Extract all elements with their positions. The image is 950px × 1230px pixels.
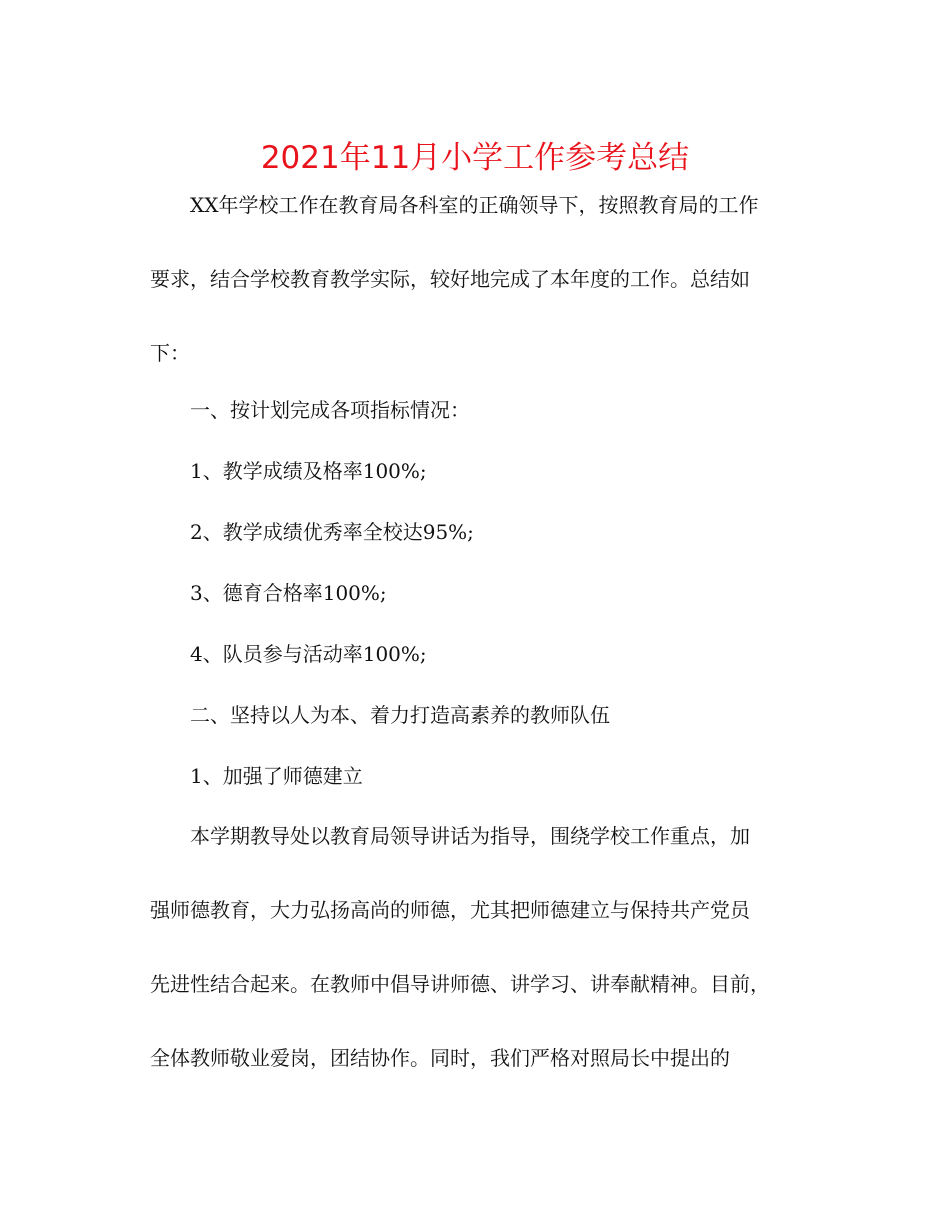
paragraph-line: 强师德教育，大力弘扬高尚的师德，尤其把师德建立与保持共产党员 [150, 898, 750, 922]
paragraph-line: 全体教师敬业爱岗，团结协作。同时，我们严格对照局长中提出的 [150, 1046, 730, 1070]
document-title: 2021年11月小学工作参考总结 [260, 140, 690, 176]
paragraph-line: 先进性结合起来。在教师中倡导讲师德、讲学习、讲奉献精神。目前， [150, 972, 770, 996]
list-item: 1、教学成绩及格率100%; [190, 459, 427, 483]
paragraph-line: 要求，结合学校教育教学实际，较好地完成了本年度的工作。总结如 [150, 267, 750, 291]
list-item: 2、教学成绩优秀率全校达95%; [190, 520, 474, 544]
subsection-heading: 1、加强了师德建立 [190, 764, 363, 788]
paragraph-line: 本学期教导处以教育局领导讲话为指导，围绕学校工作重点，加 [190, 824, 750, 848]
list-item: 4、队员参与活动率100%; [190, 642, 427, 666]
list-item: 3、德育合格率100%; [190, 581, 387, 605]
section-heading: 一、按计划完成各项指标情况： [190, 398, 470, 422]
paragraph-line: XX年学校工作在教育局各科室的正确领导下，按照教育局的工作 [190, 193, 759, 217]
paragraph-line: 下： [150, 341, 190, 365]
section-heading: 二、坚持以人为本、着力打造高素养的教师队伍 [190, 703, 610, 727]
